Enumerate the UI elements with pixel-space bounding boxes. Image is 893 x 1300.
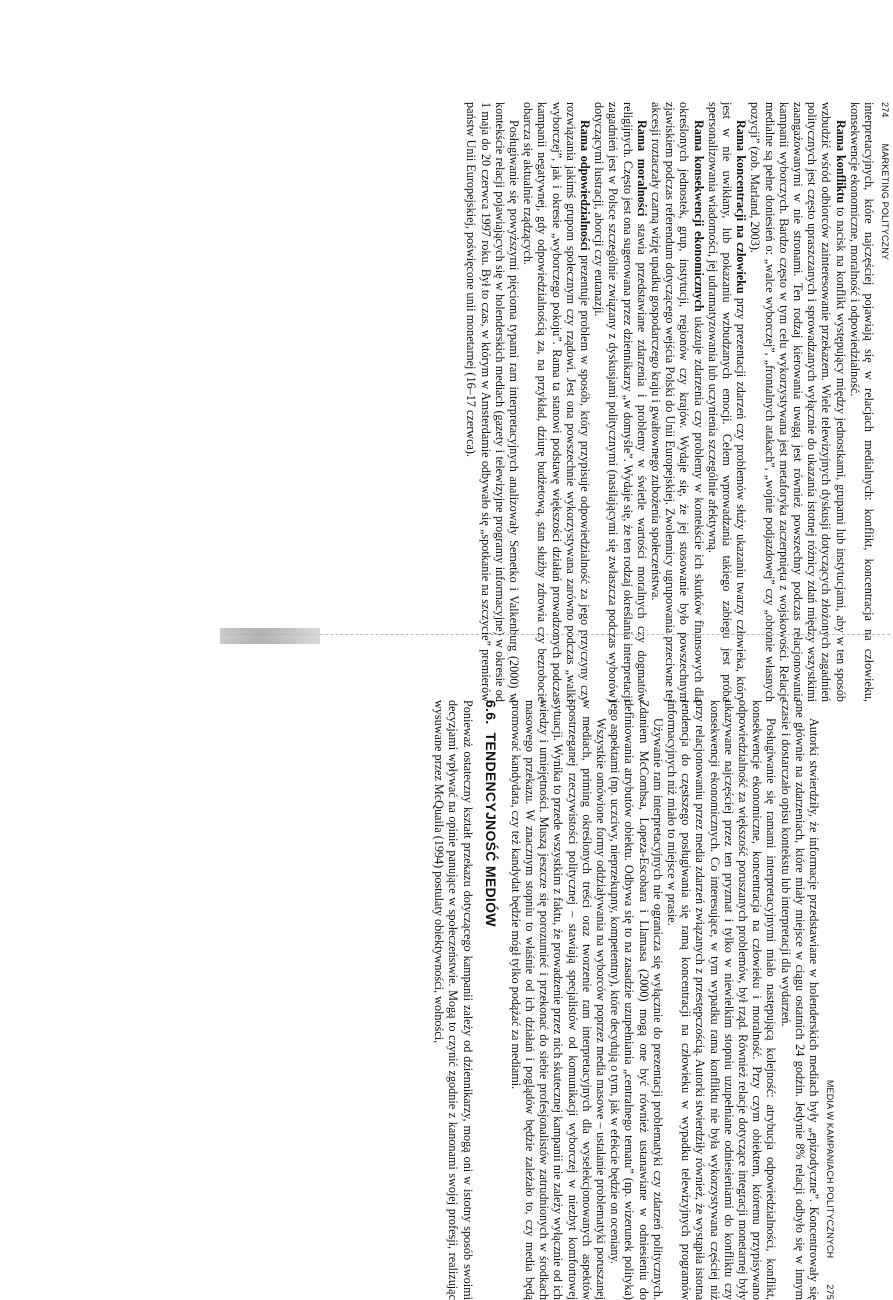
paragraph-rama-koncentracji: Rama koncentracji na człowieku przy prezentacji zdarzeń czy problemów służy ukazaniu twarzy człowieka, który jest w nie uwikłany, lub pokazaniu wzbudzanych emocji. Celem wprowadzania takiego zabiegu jest próba spersonalizowania wiadomości, jej udramatyzowania lub uczynienia szczególnie afektywną. (705, 102, 749, 702)
section-title: TENDENCYJNOŚĆ MEDIÓW (482, 732, 499, 927)
paragraph: Używanie ram interpretacyjnych nie ogranicza się wyłącznie do prezentacji problematyki czy zdarzeń politycznych. Zdaniem McCombsa, Lopeza-Escobara i Llamasa (2000) mogą one być również ustanawiane w odniesieniu do definiowania atrybutów obiektu. Odbywa się to na zasadzie uzupełniania „centralnego tematu” (np. wizerunek polityka) jego aspektami (np. uczciwy, nieprzekupny, kompetentny), które decydują o tym, jak w efekcie będzie on oceniany. (608, 700, 665, 1300)
section-heading (483, 700, 499, 1300)
paragraph-rama-odpowiedzialnosci: Rama odpowiedzialności prezentuje problem w sposób, który przypisuje odpowiedzialność za jego przyczyny czy rozwiązania jakimś grupom społecznym czy rządowi. Jest ona powszechnie wykorzystywana zarówno podczas „walki wyborczej”, jak i okresie „wyborczego pokoju”. Rama ta stanowi podstawę większości działań prowadzonych podczas kampanii negatywnej, gdy odpowiedzialnością za, na przykład, dziurę budżetową, stan służby zdrowia czy bezrobocie obarcza się aktualnie rządzących. (521, 102, 592, 702)
paragraph: Wszystkie omówione formy oddziaływania na wyborców poprzez media masowe – ustalanie problematyki poruszanej w mediach, priming określonych treści oraz tworzenie ram interpretacyjnych dla wyselekcjonowanych aspektów spostrzeganej rzeczywistości politycznej – stawiają specjalistów od komunikacji wyborczej w niezbyt komfortowej sytuacji. Wynika to przede wszystkim z faktu, że prowadzenie przez nich skutecznej kampanii nie zależy wyłącznie od ich wiedzy i umiejętności. Muszą jeszcze się porozumieć i przekonać do siebie profesjonalistów zatrudnionych w środkach masowego przekazu. W znacznym stopniu to właśnie od ich działań i poglądów będzie zależało to, czy media będą promować kandydata, czy też kandydat będzie mógł tylko podążać za mediami. (508, 700, 608, 1300)
left-running-head: MARKETING POLITYCZNY (880, 143, 890, 261)
paragraph: Autorki stwierdziły, że informacje przedstawiane w holenderskich mediach były „epizodyczne”. Koncentrowały się one głównie na zdarzeniach, które miały miejsce w ciągu ostatnich 24 godzin. Jedynie 8% relacji odbyło się w innym czasie i dostarczało opisu kontekstu lub interpretacji dla wydarzeń. (778, 700, 821, 1300)
binding-fold (220, 620, 890, 650)
right-page-number: 275 (825, 1284, 835, 1300)
right-page-header (821, 700, 835, 1300)
paragraph: interpretacyjnych, które najczęściej pojawiają się w relacjach medialnych: konflikt, koncentracja na człowieku, konsekwencje ekonomiczne, moralność i odpowiedzialność. (847, 102, 876, 702)
paragraph: Posługiwanie się ramami interpretacyjnymi miało następującą kolejność: atrybucja odpowiedzialności, konflikt, konsekwencje ekonomiczne, koncentracja na człowieku i moralność. Przy czym obiektem, któremu przypisywano odpowiedzialność za większość poruszanych problemów, był rząd. Również relacje dotyczące integracji monetarnej były ukazywane najczęściej przez ten pryzmat i tylko w niewielkim stopniu uzupełniane odniesieniami do konfliktu czy konsekwencji ekonomicznych. Co interesujące, w tym wypadku rama konfliktu nie była wykorzystywana częściej niż przy relacjonowaniu przez media zdarzeń związanych z przestępczością. Autorki stwierdziły również, że wystąpiła istotna tendencja do częstszego posługiwania się ramą koncentracji na człowieku w wypadku telewizyjnych programów informacyjnych niż miało to miejsce w prasie. (664, 700, 779, 1300)
paragraph: Ponieważ ostateczny kształt przekazu dotyczącego kampanii zależy od dziennikarzy, mogą oni w istotny sposób swoimi decyzjami wpływać na opinie panujące w społeczeństwie. Mogą to czynić zgodnie z kanonami swojej profesji, realizując wysuwane przez McQuaila (1994) postulaty obiektywności, wolności, (432, 700, 475, 1300)
left-page (464, 102, 890, 702)
right-running-head: MEDIA W KAMPANIACH POLITYCZNYCH (825, 1079, 835, 1259)
left-page-header (876, 102, 890, 702)
right-page (415, 700, 835, 1300)
paragraph-rama-moralnosci: Rama moralności stawia przedstawiane zdarzenia i problemy w świetle wartości moralnych czy dogmatów religijnych. Często jest ona sugerowana przez dziennikarzy „w domyśle”. Wydaje się, że ten rodzaj określania interpretacji zagadnień jest w Polsce szczególnie związany z dyskusjami politycznymi (nasilającymi się zwłaszcza podczas wyborów) dotyczącymi lustracji, aborcji czy eutanazji. (592, 102, 649, 702)
paragraph-rama-konsekwencji: Rama konsekwencji ekonomicznych ukazuje zdarzenia czy problemy w kontekście ich skutków finansowych dla określonych jednostek, grup, instytucji, regionów czy krajów. Wydaje się, że jej stosowanie było powszechnym zjawiskiem podczas referendum dotyczącego wejścia Polski do Unii Europejskiej. Zwolennicy ugrupowania przeciwne tej akcesji roztaczały czarną wizję upadku gospodarczego kraju i gwałtownego zubożenia społeczeństwa. (648, 102, 706, 702)
section-number: 6.6. (482, 700, 499, 725)
left-page-number: 274 (880, 102, 890, 118)
paragraph: Posługiwanie się powyższymi pięcioma typami ram interpretacyjnych analizowały Semetko i Valkenburg (2000) w kontekście relacji pojawiających się w holenderskich mediach (gazety i telewizyjne programy informacyjne) w okresie od 1 maja do 20 czerwca 1997 roku. Był to czas, w którym w Amsterdamie odbywało się „spotkanie na szczycie” premierów państw Unii Europejskiej, poświęcone unii monetarnej (16–17 czerwca). (464, 102, 521, 702)
paragraph-rama-konfliktu: Rama konfliktu to nacisk na konflikt występujący między jednostkami, grupami lub instytucjami, aby w ten sposób wzbudzić wśród odbiorców zainteresowanie przekazem. Wiele telewizyjnych dyskusji dotyczących złożonych zagadnień politycznych jest często upraszczanych i sprowadzanych wyłącznie do ukazania istotnej różnicy zdań między wszystkimi zaangażowanymi w nie stronami. Ten rodzaj kierowania uwagą jest również powszechny podczas relacjonowania kampanii wyborczych. Bardzo często w tym celu wykorzystywana jest metaforyka zaczerpnięta z wojskowości. Relacje medialne są pełne doniesień o: „walce wyborczej”, „frontalnych atakach”, „wojnie podjazdowej” czy „obronie własnych pozycji” (zob. Marland, 2003). (748, 102, 848, 702)
